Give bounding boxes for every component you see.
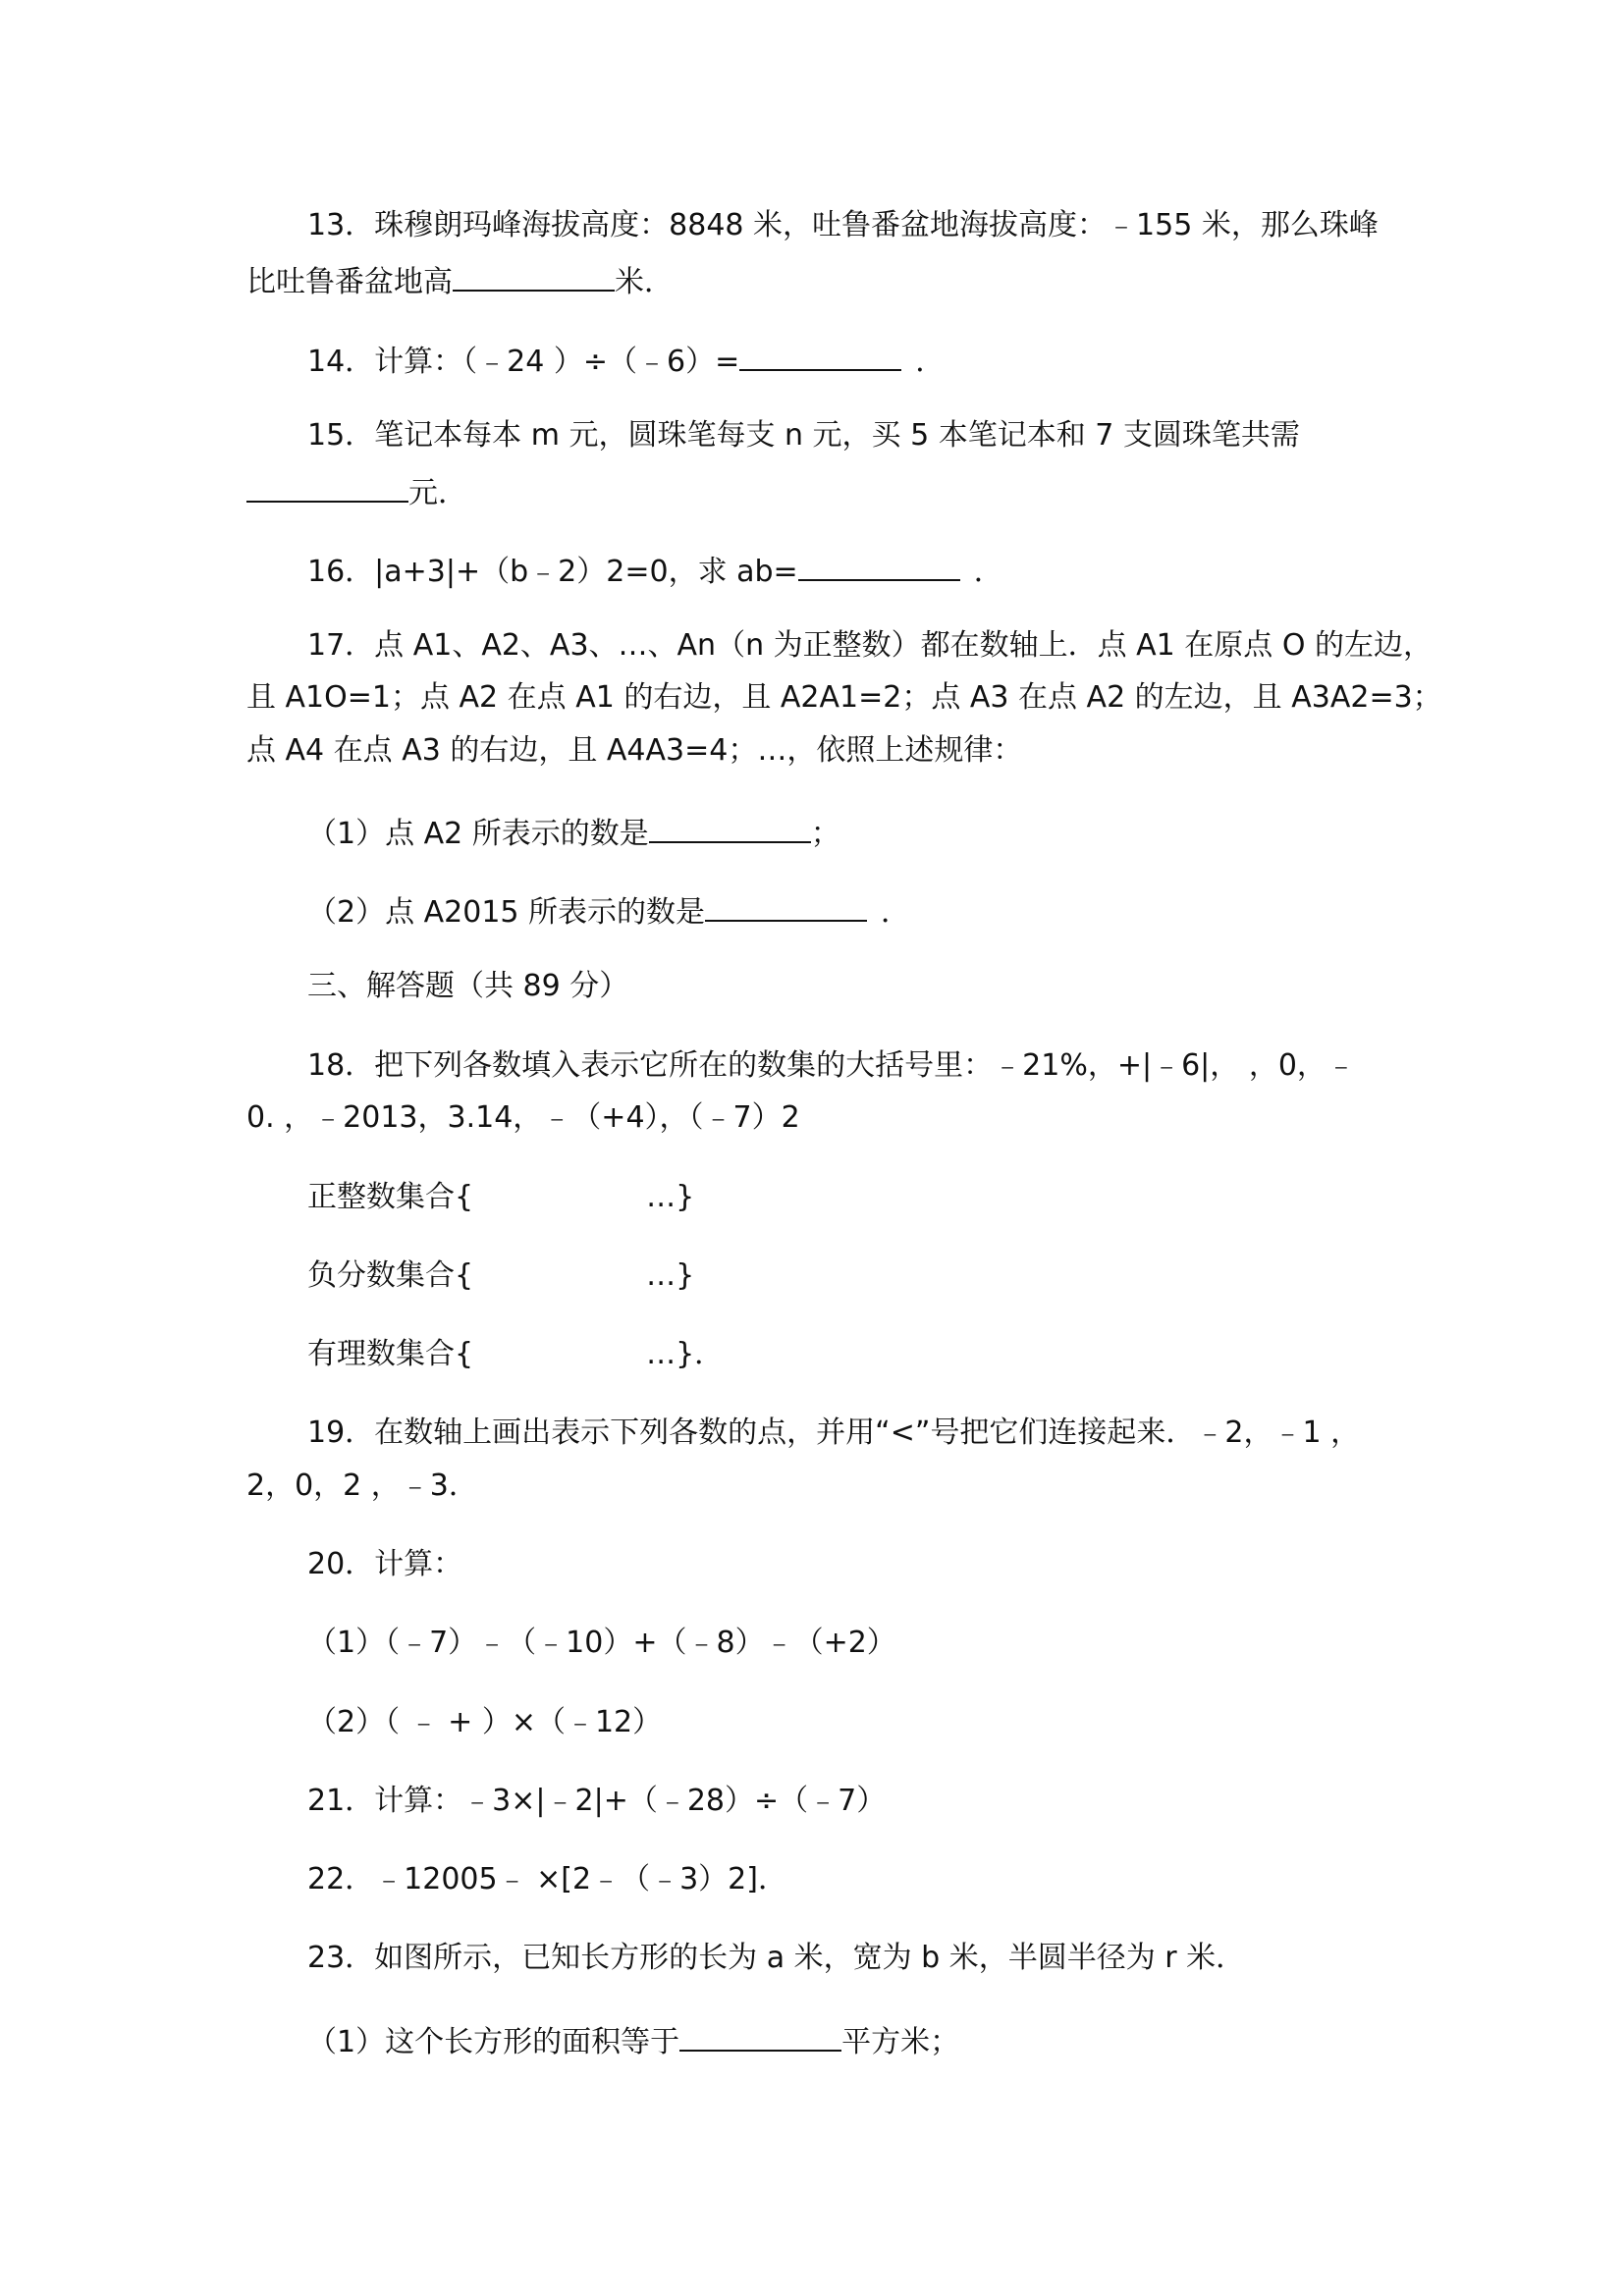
q17-sub1-answer-blank — [649, 810, 811, 843]
q16-line — [307, 548, 1003, 592]
q18-set-rationals — [307, 1335, 724, 1374]
q18-set1-label: 正整数集合{ — [307, 1180, 474, 1214]
q13-line1: 13．珠穆朗玛峰海拔高度：8848 米，吐鲁番盆地海拔高度：﹣155 米，那么珠峰 — [307, 208, 1379, 242]
q14-line — [307, 338, 945, 382]
q16-post: ． — [973, 555, 1003, 589]
q19-line2: 2，0，2 ，﹣3． — [246, 1468, 478, 1503]
q21-line: 21．计算：﹣3×|﹣2|+（﹣28）÷（﹣7） — [307, 1784, 887, 1818]
q22-line: 22．﹣12005﹣ ×[2﹣（﹣3）2]． — [307, 1862, 787, 1896]
q15-line2-post: 元． — [408, 476, 467, 510]
q23-sub1 — [307, 2018, 959, 2062]
q18-set3-label: 有理数集合{ — [307, 1337, 474, 1371]
q15-answer-blank — [246, 469, 408, 503]
q15-line1: 15．笔记本每本 m 元，圆珠笔每支 n 元，买 5 本笔记本和 7 支圆珠笔共需 — [307, 418, 1300, 453]
q17-sub2 — [307, 888, 910, 933]
q23-sub1-pre: （1）这个长方形的面积等于 — [307, 2025, 680, 2059]
q23-sub1-answer-blank — [679, 2018, 841, 2052]
q13-line2-post: 米． — [615, 265, 674, 299]
q17-sub1-pre: （1）点 A2 所表示的数是 — [307, 817, 649, 851]
q17-line2: 且 A1O=1；点 A2 在点 A1 的右边，且 A2A1=2；点 A3 在点 A2 的左边，且 A3A2=3； — [246, 680, 1442, 715]
q16-answer-blank — [798, 548, 960, 581]
q17-sub2-answer-blank — [705, 888, 867, 922]
q18-line1: 18．把下列各数填入表示它所在的数集的大括号里：﹣21%，+|﹣6|， ，0，﹣ — [307, 1048, 1356, 1083]
q18-set-positive-integers — [307, 1178, 694, 1217]
q17-sub1 — [307, 810, 840, 854]
q17-sub1-post: ； — [810, 817, 840, 851]
q19-line1: 19．在数轴上画出表示下列各数的点，并用“<”号把它们连接起来．﹣2，﹣1 ， — [307, 1415, 1361, 1450]
q13-answer-blank — [453, 258, 615, 292]
q23-sub1-post: 平方米； — [841, 2025, 960, 2059]
q20-title: 20．计算： — [307, 1547, 463, 1581]
section-3-heading: 三、解答题（共 89 分） — [307, 969, 629, 1003]
q18-set2-end: …} — [646, 1258, 695, 1293]
q18-set3-end: …}． — [646, 1337, 725, 1371]
q13-line2-pre: 比吐鲁番盆地高 — [246, 265, 453, 299]
q13-line2 — [246, 258, 674, 302]
q18-set1-end: …} — [646, 1180, 695, 1214]
q17-sub2-post: ． — [881, 895, 911, 930]
q17-sub2-pre: （2）点 A2015 所表示的数是 — [307, 895, 706, 930]
q14-post: ． — [915, 345, 946, 379]
q18-set2-label: 负分数集合{ — [307, 1258, 474, 1293]
q23-line1: 23．如图所示，已知长方形的长为 a 米，宽为 b 米，半圆半径为 r 米． — [307, 1941, 1246, 1975]
q17-line3: 点 A4 在点 A3 的右边，且 A4A3=4；…，依照上述规律： — [246, 733, 1023, 768]
q14-pre: 14．计算：（﹣24 ）÷（﹣6）= — [307, 345, 740, 379]
q18-line2: 0. ，﹣2013，3.14，﹣（+4），（﹣7）2 — [246, 1100, 800, 1135]
q20-sub1: （1）（﹣7）﹣（﹣10）+（﹣8）﹣（+2） — [307, 1626, 896, 1660]
q20-sub2: （2）（ ﹣ + ）×（﹣12） — [307, 1705, 663, 1739]
q18-set-negative-fractions — [307, 1256, 694, 1296]
q17-line1: 17．点 A1、A2、A3、…、An（n 为正整数）都在数轴上．点 A1 在原点 O 的左边， — [307, 628, 1433, 663]
q14-answer-blank — [739, 338, 901, 371]
q16-pre: 16．|a+3|+（b﹣2）2=0，求 ab= — [307, 555, 798, 589]
q15-line2 — [246, 469, 467, 513]
